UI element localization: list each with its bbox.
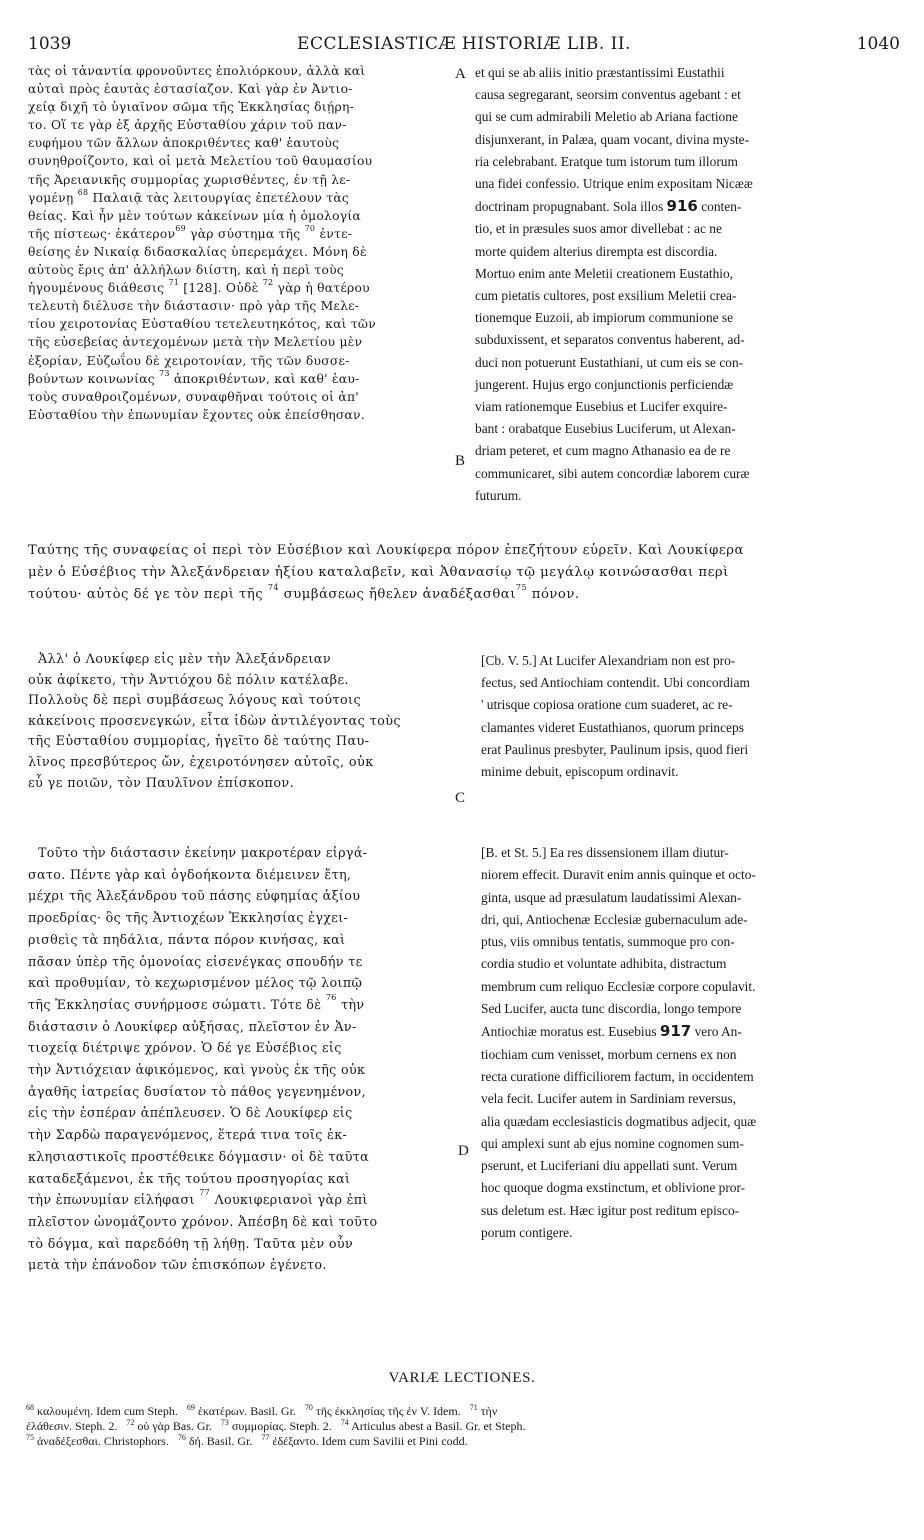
- greek-line: αὐταὶ πρὸς ἑαυτὰς ἐστασίαζον. Καὶ γὰρ ἐν Ἀντιο-: [28, 82, 353, 97]
- greek-line: κἀκείνοις προσενεγκών, εἶτα ἰδὼν ἀντιλέγοντας τοὺς: [28, 713, 401, 729]
- latin-line: clamantes videret Eustathianos, quorum princeps: [481, 719, 744, 735]
- latin-fragment: doctrinam propugnabant. Sola illos: [475, 199, 664, 215]
- latin-line: tiochiam cum venisset, morbum cernens ex non: [481, 1046, 737, 1062]
- page-number-right: 1040: [856, 34, 900, 54]
- greek-line: [28, 189, 456, 207]
- greek-fragment: [128]. Οὐδὲ: [183, 281, 259, 296]
- greek-fragment: τὴν ἐπωνυμίαν εἰλήφασι: [28, 1192, 195, 1208]
- greek-line: προεδρίας· ὃς τῆς Ἀντιοχέων Ἐκκλησίας ἐγχει-: [28, 910, 349, 926]
- greek-line: τίου χειροτονίας Εὐσταθίου τετελευτηκότος, καὶ τῶν: [28, 317, 376, 332]
- latin-line: dri, qui, Antiochenæ Ecclesiæ gubernaculum ade-: [481, 911, 748, 927]
- greek-fragment: ἐντε-: [319, 226, 353, 241]
- latin-line: et qui se ab aliis initio præstantissimi Eustathii: [475, 65, 725, 80]
- greek-line: εὖ γε ποιῶν, τὸν Παυλῖνον ἐπίσκοπον.: [28, 775, 295, 791]
- greek-line: εἰς τὴν ἑσπέραν ἀπέπλευσεν. Ὁ δὲ Λουκίφερ εἰς: [28, 1105, 353, 1121]
- greek-line: τὰς οἱ τἀναντία φρονοῦντες ἐπολιόρκουν, ἀλλὰ καὶ: [28, 64, 366, 78]
- latin-line: subduxissent, et separatos conventus haberent, ad-: [475, 332, 745, 348]
- latin-line: futurum.: [475, 487, 522, 503]
- greek-fragment: ἡγουμένους διάθεσις: [28, 281, 165, 296]
- footnote-number: 72: [126, 1418, 135, 1427]
- margin-marker-b: B: [455, 453, 466, 469]
- greek-line: Ἀλλ' ὁ Λουκίφερ εἰς μὲν τὴν Ἀλεξάνδρειαν: [38, 652, 331, 667]
- variant-reading: Articulus abest a Basil. Gr. et Steph.: [351, 1419, 526, 1433]
- page-header: [28, 34, 900, 56]
- greek-line: οὐκ ἀφίκετο, τὴν Ἀντιόχου δὲ πόλιν κατέλαβε.: [28, 672, 349, 688]
- latin-line: hoc quoque dogma exstinctum, et oblivione pror-: [481, 1180, 746, 1196]
- greek-line: Εὐσταθίου τὴν ἐπωνυμίαν ἔχοντες οὐκ ἐπείσθησαν.: [28, 407, 365, 422]
- latin-line: qui amplexi sunt ab ejus nomine cognomen sum-: [481, 1135, 744, 1151]
- margin-marker-d: D: [458, 1143, 469, 1159]
- greek-line: καταδεξάμενοι, ἐκ τῆς τούτου προσηγορίας καὶ: [28, 1170, 351, 1186]
- greek-fragment: γὰρ σύστημα τῆς: [190, 226, 301, 241]
- greek-line: τελευτὴ διέλυσε τὴν διάστασιν· πρὸ γὰρ τῆς Μελε-: [28, 299, 360, 314]
- variae-lectiones-heading: VARIÆ LECTIONES.: [388, 1370, 536, 1386]
- latin-line: viam rationemque Eusebius et Lucifer exquire-: [475, 399, 728, 415]
- variant-reading: ἐλάθεσιν. Steph. 2.: [26, 1419, 118, 1433]
- latin-line: erat Paulinus presbyter, Paulinum ipsis, quod fieri: [481, 741, 749, 757]
- greek-line: τῆς εὐσεβείας ἀντεχομένων μετὰ τὴν Μελετίου μὲν: [28, 335, 363, 350]
- page-number-left: 1039: [28, 34, 72, 54]
- footnote-ref: 74: [267, 583, 280, 592]
- footnote-ref: 76: [325, 992, 337, 1002]
- latin-line: sus deletum est. Hæc igitur post reditum episco-: [481, 1202, 740, 1218]
- greek-fragment: Λουκιφεριανοὶ γὰρ ἐπὶ: [214, 1192, 368, 1208]
- latin-line: disjunxerant, in Palæa, quam vocant, divina myste-: [475, 131, 750, 147]
- notes-line: [26, 1404, 898, 1419]
- greek-line: Ταύτης τῆς συναφείας οἱ περὶ τὸν Εὐσέβιον καὶ Λουκίφερα πόρον ἐπεζήτουν εὑρεῖν. Καὶ Λουκίφερα: [28, 543, 744, 558]
- footnote-ref: 75: [515, 583, 528, 592]
- latin-line: ria celebrabant. Eratque tum istorum tum illorum: [475, 153, 738, 169]
- latin-line: tionemque Euzoii, ab impiorum communione se: [475, 310, 734, 326]
- notes-line: [26, 1419, 898, 1434]
- greek-line: κλησιαστικοῖς προστέθεικε δόγμασιν· οἱ δὲ ταῦτα: [28, 1148, 370, 1164]
- running-title: ECCLESIASTICÆ HISTORIÆ LIB. II.: [297, 34, 631, 54]
- latin-line: Mortuo enim ante Meletii creationem Eustathio,: [475, 265, 734, 281]
- section3-greek-column: [28, 842, 458, 1276]
- latin-line: cum pietatis cultores, post exsilium Meletii crea-: [475, 288, 737, 304]
- variant-reading: οὐ γὰρ Bas. Gr.: [137, 1419, 212, 1433]
- footnote-ref: 71: [168, 278, 180, 288]
- greek-fragment: τούτου· αὐτὸς δέ γε τὸν περὶ τῆς: [28, 587, 264, 602]
- variae-lectiones-notes: [26, 1404, 898, 1449]
- greek-line: χείᾳ διχῆ τὸ ὑγιαῖνον σῶμα τῆς Ἐκκλησίας διῄρη-: [28, 100, 354, 115]
- variant-reading: συμμορίας. Steph. 2.: [231, 1419, 332, 1433]
- greek-line: τῆς Ἀρειανικῆς συμμορίας χωρισθέντες, ἐν τῇ λε-: [28, 172, 351, 187]
- greek-line: [28, 279, 456, 297]
- latin-line: recta curatione difficiliorem factum, in occidentem: [481, 1068, 754, 1084]
- greek-fragment: τῆς πίστεως· ἑκάτερον: [28, 226, 176, 241]
- latin-line: vela fecit. Lucifer autem in Sardiniam reversus,: [481, 1091, 737, 1107]
- latin-line: niorem effecit. Duravit enim annis quinque et octo-: [481, 867, 756, 883]
- greek-line: Τοῦτο τὴν διάστασιν ἐκείνην μακροτέραν εἰργά-: [38, 845, 368, 860]
- latin-line: communicaret, sibi autem concordiæ laborem curæ: [475, 465, 750, 481]
- greek-line: το. Οἵ τε γὰρ ἐξ ἀρχῆς Εὐσταθίου χάριν τοῦ παν-: [28, 118, 347, 133]
- greek-fragment: ἀποκριθέντων, καὶ καθ' ἑαυ-: [173, 371, 360, 386]
- footnote-number: 74: [340, 1418, 349, 1427]
- latin-line: minime debuit, episcopum ordinavit.: [481, 764, 679, 780]
- latin-line: pserunt, et Luciferiani diu appellati sunt. Verum: [481, 1158, 738, 1174]
- latin-line: driam peteret, et cum magno Athanasio ea de re: [475, 443, 731, 459]
- latin-line: duci non potuerunt Eustathiani, ut cum eis se con-: [475, 354, 744, 370]
- greek-line: ἐξορίαν, Εὐζωΐου δὲ χειροτονίαν, τῆς τῶν δυσσε-: [28, 353, 350, 368]
- greek-fragment: τὴν: [341, 996, 365, 1012]
- latin-line: porum contigere.: [481, 1225, 573, 1241]
- footnote-number: 70: [304, 1403, 313, 1412]
- greek-line: τοὺς συναθροιζομένων, συναφθῆναι τούτοις οἱ ἀπ': [28, 389, 359, 404]
- variant-reading: καλουμένη. Idem cum Steph.: [37, 1404, 178, 1418]
- latin-line: [Cb. V. 5.] At Lucifer Alexandriam non est pro-: [481, 653, 736, 668]
- greek-fragment: συμβάσεως ἤθελεν ἀναδέξασθαι: [283, 587, 516, 602]
- greek-line: θείας. Καὶ ἦν μὲν τούτων κἀκείνων μία ἡ ὁμολογία: [28, 208, 361, 223]
- variant-reading: ἐδέξαντο. Idem cum Savilii et Pini codd.: [272, 1434, 468, 1448]
- latin-line: una fidei confessio. Utrique enim expositam Nicææ: [475, 176, 753, 192]
- footnote-ref: 72: [262, 278, 274, 288]
- footnote-ref: 69: [175, 223, 186, 233]
- latin-line: [481, 1020, 901, 1043]
- section2-latin-column: [481, 650, 901, 783]
- greek-line: [28, 370, 456, 388]
- latin-line: bant : orabatque Eusebius Luciferum, ut Alexan-: [475, 421, 736, 437]
- latin-fragment: Antiochiæ moratus est. Eusebius: [481, 1024, 657, 1040]
- greek-line: ευφήμου τῶν ἄλλων ἀποκριθέντες καθ' ἑαυτοὺς: [28, 136, 340, 151]
- variant-reading: τῆς ἐκκλησίας τῆς ἐν V. Idem.: [315, 1404, 461, 1418]
- greek-fragment: Παλαιᾷ τὰς λειτουργίας ἐπετέλουν τὰς: [92, 190, 350, 205]
- greek-line: ἀγαθῆς ἰατρείας δυσίατον τὸ πάθος γεγενημένον,: [28, 1083, 366, 1099]
- greek-fragment: τῆς Ἐκκλησίας συνήρμοσε σώματι. Τότε δὲ: [28, 996, 322, 1012]
- latin-fragment: vero An-: [694, 1024, 742, 1040]
- latin-line: fectus, sed Antiochiam contendit. Ubi concordiam: [481, 675, 750, 691]
- greek-line: καὶ προθυμίαν, τὸ κεχωρισμένον μέλος τῷ λοιπῷ: [28, 975, 363, 991]
- greek-line: τὸ δόγμα, καὶ παρεδόθη τῇ λήθῃ. Ταῦτα μὲν οὖν: [28, 1235, 354, 1251]
- greek-line: Πολλοὺς δὲ περὶ συμβάσεως λόγους καὶ τούτοις: [28, 693, 362, 709]
- latin-line: Sed Lucifer, aucta tunc discordia, longo tempore: [481, 1001, 742, 1017]
- latin-line: membrum cum reliquo Ecclesiæ corpore copulavit.: [481, 978, 756, 994]
- latin-fragment: conten-: [701, 199, 742, 215]
- greek-line: [28, 584, 900, 606]
- section1-greek-column: [28, 62, 456, 424]
- greek-line: τιοχείᾳ διέτριψε χρόνον. Ὁ δέ γε Εὐσέβιος εἰς: [28, 1040, 342, 1056]
- greek-fragment: βούντων κοινωνίας: [28, 371, 155, 386]
- greek-line: τὴν Ἀντιόχειαν ἀφικόμενος, καὶ γνοὺς ἐκ τῆς οὐκ: [28, 1062, 366, 1078]
- notes-line: [26, 1434, 898, 1449]
- footnote-number: 71: [469, 1403, 478, 1412]
- edition-page-number: 917: [659, 1022, 692, 1041]
- variant-reading: ἀναδέξεσθαι. Christophors.: [37, 1434, 169, 1448]
- footnote-number: 69: [186, 1403, 195, 1412]
- greek-line: τῆς Εὐσταθίου συμμορίας, ἡγεῖτο δὲ ταύτης Παυ-: [28, 734, 370, 750]
- footnote-number: 77: [261, 1433, 270, 1442]
- greek-line: τὴν Σαρδὼ παραγενόμενος, ἕτερά τινα τοῖς ἐκ-: [28, 1127, 348, 1143]
- greek-line: σατο. Πέντε γὰρ καὶ ὀγδοήκοντα διέμεινεν ἔτη,: [28, 866, 352, 882]
- footnote-number: 68: [26, 1403, 34, 1412]
- latin-line: [B. et St. 5.] Ea res dissensionem illam diutur-: [481, 845, 729, 860]
- latin-line: ' utrisque copiosa oratione cum suaderet, ac re-: [481, 697, 733, 713]
- greek-line: μέχρι τῆς Ἀλεξάνδρου τοῦ πάσης εὐφημίας ἀξίου: [28, 888, 361, 904]
- greek-fragment: γὰρ ἡ θατέρου: [277, 281, 370, 296]
- latin-line: morte quidem alterius dirempta est discordia.: [475, 243, 718, 259]
- footnote-ref: 73: [159, 368, 170, 378]
- greek-line: μὲν ὁ Εὐσέβιος τὴν Ἀλεξάνδρειαν ἠξίου καταλαβεῖν, καὶ Ἀθανασίῳ τῷ μεγάλῳ κοινώσασθαι περὶ: [28, 565, 729, 580]
- greek-line: θείσης ἐν Νικαίᾳ διδασκαλίας ὑπερεμάχει. Μόνη δὲ: [28, 244, 367, 259]
- footnote-number: 75: [26, 1433, 34, 1442]
- greek-line: αὐτοὺς ἔρις ἀπ' ἀλλήλων διίστη, καὶ ἡ περὶ τοὺς: [28, 263, 344, 278]
- latin-line: qui se cum admirabili Meletio ab Ariana factione: [475, 109, 738, 125]
- footnote-ref: 70: [304, 223, 316, 233]
- latin-line: ptus, viis omnibus tentatis, summoque pro con-: [481, 934, 735, 950]
- section1-latin-column: [475, 62, 900, 507]
- latin-line: causa segregarant, seorsim conventus agebant : et: [475, 87, 741, 103]
- greek-line: ρισθεὶς τὰ πηδάλια, πάντα πόρον κινήσας, καὶ: [28, 931, 346, 947]
- greek-line: [28, 225, 456, 243]
- latin-line: alia quædam ecclesiasticis dogmatibus adjecit, quæ: [481, 1113, 757, 1129]
- greek-line: διάστασιν ὁ Λουκίφερ αὐξήσας, πλεῖστον ἐν Ἀν-: [28, 1018, 357, 1034]
- latin-line: cordia studio et voluntate adhibita, distractum: [481, 956, 727, 972]
- greek-line: συνηθροίζοντο, καὶ οἱ μετὰ Μελετίου τοῦ θαυμασίου: [28, 154, 373, 169]
- latin-line: ginta, usque ad præsulatum laudatissimi Alexan-: [481, 889, 742, 905]
- greek-line: μετὰ τὴν ἐπάνοδον τῶν ἐπισκόπων ἐγένετο.: [28, 1257, 327, 1273]
- section2-greek-column: [28, 650, 456, 794]
- greek-line: λῖνος πρεσβύτερος ὤν, ἐχειροτόνησεν αὐτοῖς, οὐκ: [28, 754, 374, 770]
- footnote-ref: 68: [77, 187, 89, 197]
- variant-reading: ἑκατέρων. Basil. Gr.: [197, 1404, 296, 1418]
- greek-fragment: πόνον.: [531, 587, 580, 602]
- section3-latin-column: [481, 842, 901, 1244]
- margin-marker-c: C: [455, 790, 466, 806]
- greek-line: [28, 1189, 458, 1211]
- footnote-ref: 77: [199, 1188, 211, 1198]
- greek-line: [28, 994, 458, 1016]
- latin-line: jungerent. Hujus ergo conjunctionis perficiendæ: [475, 376, 734, 392]
- variant-reading: δή. Basil. Gr.: [188, 1434, 253, 1448]
- greek-line: πλεῖστον ὠνομάζοντο χρόνον. Ἀπέσβη δὲ καὶ τοῦτο: [28, 1213, 378, 1229]
- margin-marker-a: A: [455, 66, 466, 82]
- footnote-number: 73: [220, 1418, 229, 1427]
- footnote-number: 76: [177, 1433, 186, 1442]
- greek-fragment: γομένῃ: [28, 190, 74, 205]
- full-width-greek-paragraph: [28, 540, 900, 606]
- latin-line: tio, et in præsules suos amor divellebat : ac ne: [475, 221, 722, 237]
- greek-line: πᾶσαν ὑπὲρ τῆς ὁμονοίας εἰσενέγκας σπουδήν τε: [28, 953, 363, 969]
- latin-line: [475, 195, 900, 218]
- edition-page-number: 916: [666, 197, 698, 216]
- variant-reading: τὴν: [480, 1404, 498, 1418]
